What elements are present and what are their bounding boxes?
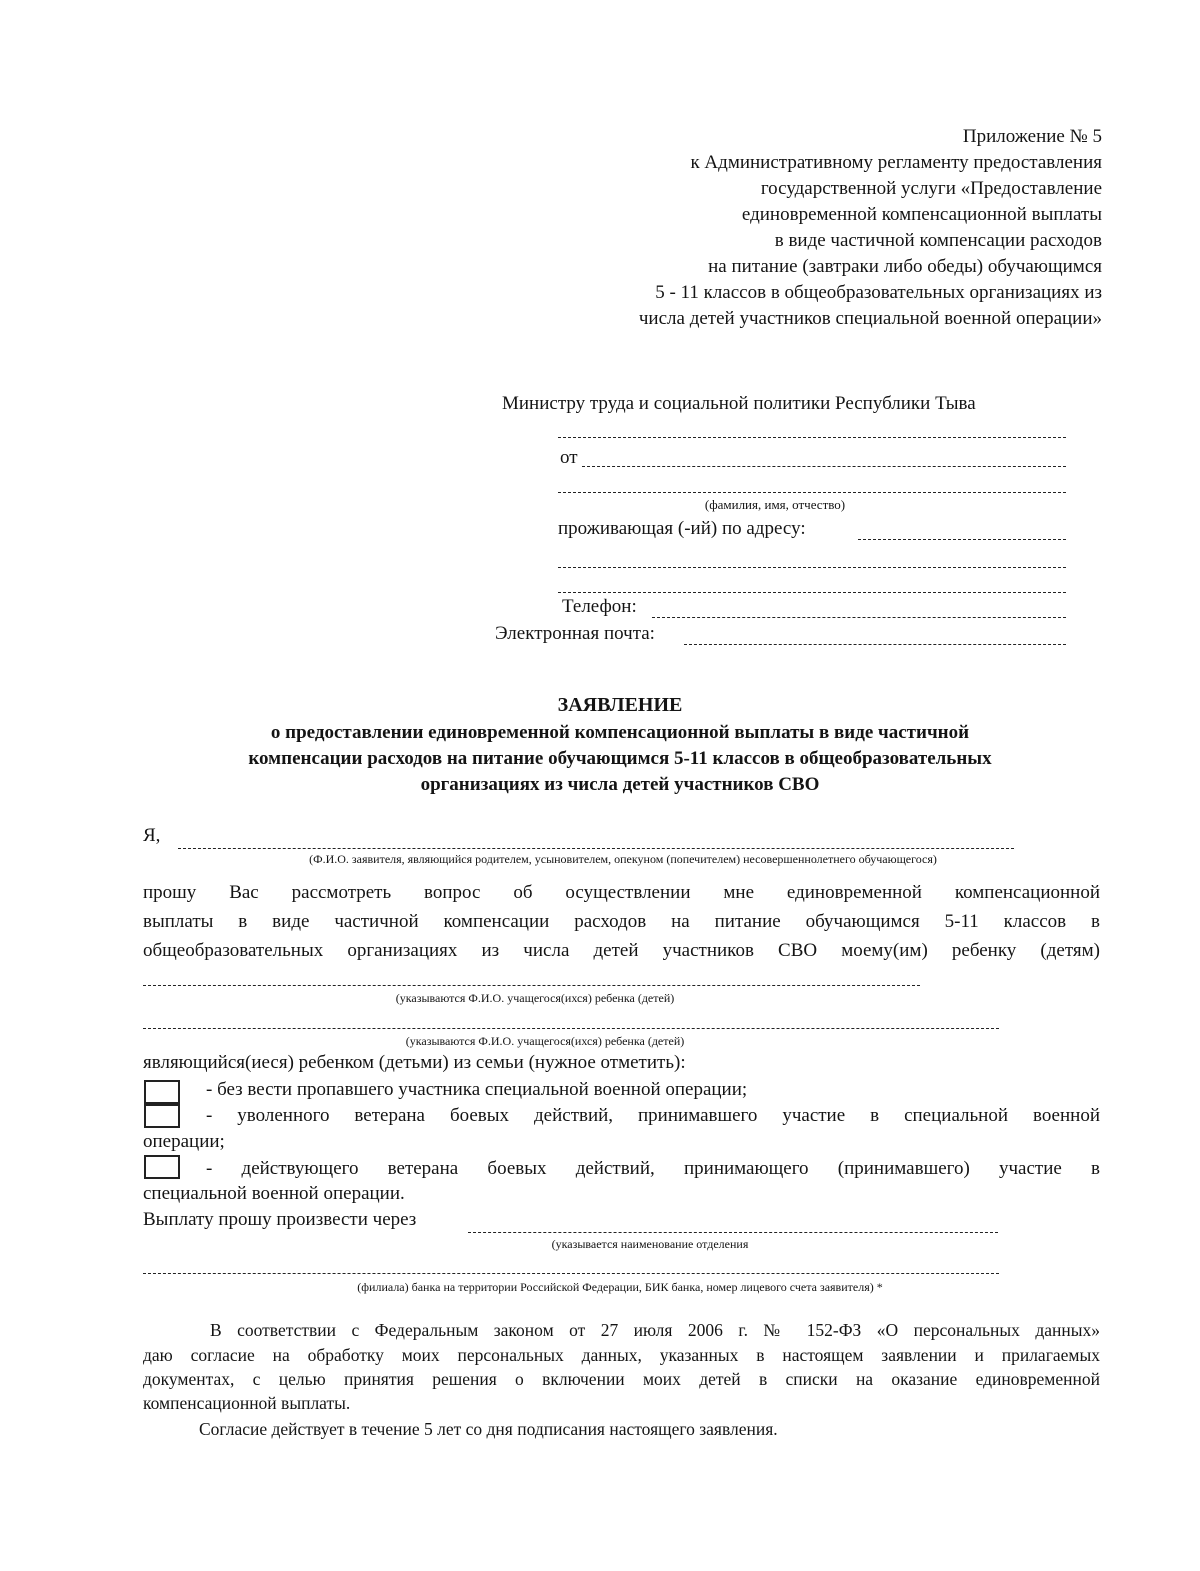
request-line-1: прошу Вас рассмотреть вопрос об осуществлении мне единовременной компенсационной	[143, 882, 1100, 903]
phone-field[interactable]	[652, 617, 1066, 618]
option-discharged-label-2: операции;	[143, 1131, 225, 1152]
fio-field-line[interactable]	[558, 492, 1066, 493]
annex-line-2: к Административному регламенту предоставления	[690, 152, 1102, 173]
annex-line-5: в виде частичной компенсации расходов	[774, 230, 1102, 251]
option-missing-checkbox[interactable]	[144, 1080, 180, 1104]
option-active-label-2: специальной военной операции.	[143, 1183, 405, 1204]
payment-label: Выплату прошу произвести через	[143, 1209, 417, 1230]
annex-line-1: Приложение № 5	[962, 126, 1102, 147]
child-caption-2: (указываются Ф.И.О. учащегося(ихся) ребенка (детей)	[405, 1034, 685, 1048]
annex-line-4: единовременной компенсационной выплаты	[741, 204, 1102, 225]
address-label: проживающая (-ий) по адресу:	[558, 518, 806, 539]
option-discharged-label-1: - уволенного ветерана боевых действий, принимавшего участие в специальной военной	[206, 1105, 1100, 1126]
application-subtitle-2: компенсации расходов на питание обучающимся 5-11 классов в общеобразовательных	[248, 748, 992, 769]
address-field-line-2[interactable]	[558, 567, 1066, 568]
request-line-3: общеобразовательных организациях из числа детей участников СВО моему(им) ребенку (детям)	[143, 940, 1100, 961]
applicant-field[interactable]	[178, 848, 1014, 849]
fio-caption: (фамилия, имя, отчество)	[704, 497, 846, 512]
payment-branch-field[interactable]	[468, 1232, 998, 1233]
email-label: Электронная почта:	[495, 623, 655, 644]
consent-line-4: компенсационной выплаты.	[143, 1393, 351, 1413]
child-field-2[interactable]	[143, 1028, 999, 1029]
address-field-line-3[interactable]	[558, 592, 1066, 593]
from-label: от	[560, 447, 578, 468]
annex-line-8: числа детей участников специальной военной операции»	[638, 308, 1102, 329]
email-field[interactable]	[684, 644, 1066, 645]
consent-validity: Согласие действует в течение 5 лет со дня подписания настоящего заявления.	[199, 1419, 778, 1439]
applicant-caption: (Ф.И.О. заявителя, являющийся родителем, усыновителем, опекуном (попечителем) несовершеннолетнего обучающегося)	[309, 852, 937, 866]
application-heading: ЗАЯВЛЕНИЕ	[557, 694, 683, 716]
addressee-minister: Министру труда и социальной политики Республики Тыва	[502, 393, 976, 414]
addressee-blank-line-1[interactable]	[558, 437, 1066, 438]
branch-caption: (указывается наименование отделения	[551, 1237, 749, 1251]
consent-line-3: документах, с целью принятия решения о включении моих детей в списки на оказание единовременной	[143, 1369, 1100, 1389]
address-field[interactable]	[858, 539, 1066, 540]
family-intro: являющийся(иеся) ребенком (детьми) из семьи (нужное отметить):	[143, 1052, 686, 1073]
option-active-label-1: - действующего ветерана боевых действий, принимающего (принимавшего) участие в	[206, 1158, 1100, 1179]
option-active-checkbox[interactable]	[144, 1155, 180, 1179]
annex-line-6: на питание (завтраки либо обеды) обучающимся	[708, 256, 1102, 277]
consent-line-2: даю согласие на обработку моих персональных данных, указанных в настоящем заявлении и прилагаемых	[143, 1345, 1100, 1365]
application-subtitle-3: организациях из числа детей участников СВО	[420, 774, 820, 795]
option-discharged-checkbox[interactable]	[144, 1104, 180, 1128]
child-field-1[interactable]	[143, 985, 920, 986]
consent-line-1: В соответствии с Федеральным законом от 27 июля 2006 г. № 152-ФЗ «О персональных данных»	[210, 1320, 1100, 1340]
from-field[interactable]	[582, 466, 1066, 467]
bank-details-field[interactable]	[143, 1273, 999, 1274]
annex-line-7: 5 - 11 классов в общеобразовательных организациях из	[655, 282, 1102, 303]
application-subtitle-1: о предоставлении единовременной компенсационной выплаты в виде частичной	[270, 722, 970, 743]
bank-caption: (филиала) банка на территории Российской Федерации, БИК банка, номер лицевого счета заявителя) *	[357, 1280, 883, 1294]
annex-line-3: государственной услуги «Предоставление	[760, 178, 1102, 199]
phone-label: Телефон:	[562, 596, 637, 617]
request-line-2: выплаты в виде частичной компенсации расходов на питание обучающимся 5-11 классов в	[143, 911, 1100, 932]
child-caption-1: (указываются Ф.И.О. учащегося(ихся) ребенка (детей)	[395, 991, 675, 1005]
option-missing-label: - без вести пропавшего участника специальной военной операции;	[206, 1079, 748, 1100]
ya-label: Я,	[143, 825, 161, 846]
